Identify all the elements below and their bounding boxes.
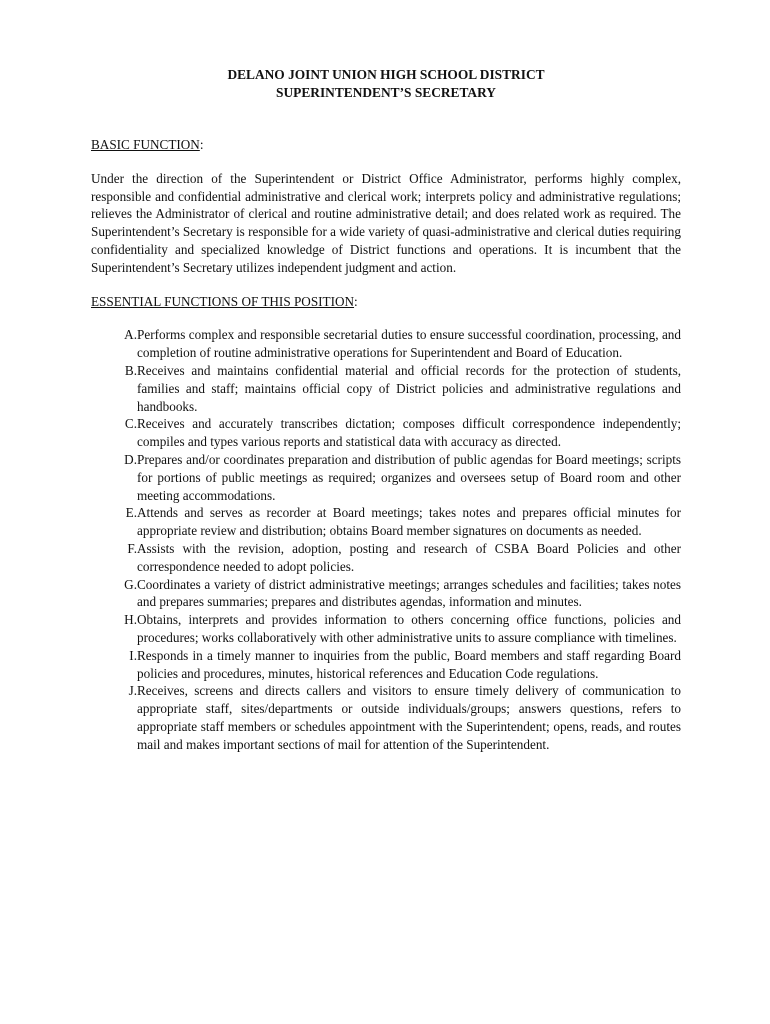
- essential-functions-list: [91, 326, 681, 753]
- list-item-letter-wrap: [91, 682, 137, 753]
- list-item-letter: A.: [124, 327, 137, 343]
- list-item-text: Coordinates a variety of district administrative meetings; arranges schedules and facilities; takes notes and prepares summaries; prepares and distributes agendas, information and minutes.: [137, 576, 681, 610]
- list-item-text: Obtains, interprets and provides information to others concerning office functions, policies and procedures; works collaboratively with other administrative units to assure compliance with timelines.: [137, 612, 681, 645]
- list-item: [91, 576, 681, 612]
- essential-functions-heading: [91, 293, 681, 311]
- document-page: [91, 66, 681, 754]
- list-item: [91, 326, 681, 362]
- list-item: [91, 362, 681, 415]
- list-item: [91, 682, 681, 753]
- list-item-text: Prepares and/or coordinates preparation and distribution of public agendas for Board meetings; scripts for portions of public meetings as required; organizes and oversees setup of Board room and other meeting accommodations.: [137, 451, 681, 503]
- list-item-letter-wrap: [91, 504, 137, 540]
- list-item-text: Attends and serves as recorder at Board meetings; takes notes and prepares official minutes for appropriate review and distribution; obtains Board member signatures on documents as needed.: [137, 505, 681, 539]
- list-item-letter: C.: [124, 416, 137, 432]
- position-title: SUPERINTENDENT’S SECRETARY: [276, 85, 496, 100]
- list-item: [91, 415, 681, 451]
- list-item-text: Performs complex and responsible secretarial duties to ensure successful coordination, processing, and completion of routine administrative operations for Superintendent and Board of Education.: [137, 327, 681, 361]
- list-item-letter-wrap: [91, 540, 137, 576]
- essential-functions-heading-colon: :: [354, 293, 358, 309]
- list-item-text: Receives and maintains confidential material and official records for the protection of students, families and staff; maintains official copy of District policies and administrative regulations and handbooks.: [137, 362, 681, 414]
- list-item-text: Responds in a timely manner to inquiries from the public, Board members and staff regarding Board policies and procedures, minutes, historical references and Education Code regulations.: [137, 647, 681, 681]
- list-item-letter: B.: [124, 362, 137, 378]
- list-item-letter: G.: [124, 576, 137, 592]
- list-item: [91, 540, 681, 576]
- list-item-letter-wrap: [91, 647, 137, 683]
- list-item-letter: E.: [125, 505, 137, 521]
- list-item: [91, 504, 681, 540]
- list-item-letter-wrap: [91, 611, 137, 647]
- list-item-letter: H.: [124, 612, 137, 628]
- district-name: DELANO JOINT UNION HIGH SCHOOL DISTRICT: [227, 67, 545, 82]
- basic-function-heading: [91, 136, 681, 154]
- list-item-letter: D.: [124, 451, 137, 467]
- list-item-letter: J.: [128, 683, 137, 699]
- basic-function-heading-colon: :: [199, 137, 204, 152]
- essential-functions-heading-text: ESSENTIAL FUNCTIONS OF THIS POSITION: [91, 293, 355, 309]
- list-item: [91, 647, 681, 683]
- list-item-letter-wrap: [91, 576, 137, 612]
- list-item-text: Receives, screens and directs callers and visitors to ensure timely delivery of communication to appropriate staff, sites/departments or outside individuals/groups; answers questions, refers to appropriate staff members or schedules appointment with the Superintendent; opens, reads, and routes mail and makes important sections of mail for attention of the Superintendent.: [137, 683, 681, 752]
- list-item: [91, 451, 681, 504]
- list-item-letter-wrap: [91, 415, 137, 451]
- list-item-letter: F.: [127, 540, 137, 556]
- list-item-text: Assists with the revision, adoption, posting and research of CSBA Board Policies and other correspondence needed to adopt policies.: [137, 540, 681, 574]
- basic-function-paragraph: Under the direction of the Superintendent or District Office Administrator, performs highly complex, responsible and confidential administrative and clerical work; interprets policy and administrative regulations; relieves the Administrator of clerical and routine administrative detail; and does related work as required. The Superintendent’s Secretary is responsible for a wide variety of quasi-administrative and clerical duties requiring confidentiality and specialized knowledge of District functions and operations. It is incumbent that the Superintendent’s Secretary utilizes independent judgment and action.: [91, 170, 681, 275]
- list-item: [91, 611, 681, 647]
- document-title: [91, 66, 681, 102]
- list-item-letter-wrap: [91, 362, 137, 415]
- list-item-letter-wrap: [91, 451, 137, 504]
- list-item-text: Receives and accurately transcribes dictation; composes difficult correspondence independently; compiles and types various reports and statistical data with accuracy as directed.: [137, 416, 681, 450]
- list-item-letter: I.: [129, 647, 137, 663]
- basic-function-heading-text: BASIC FUNCTION: [91, 137, 200, 152]
- list-item-letter-wrap: [91, 326, 137, 362]
